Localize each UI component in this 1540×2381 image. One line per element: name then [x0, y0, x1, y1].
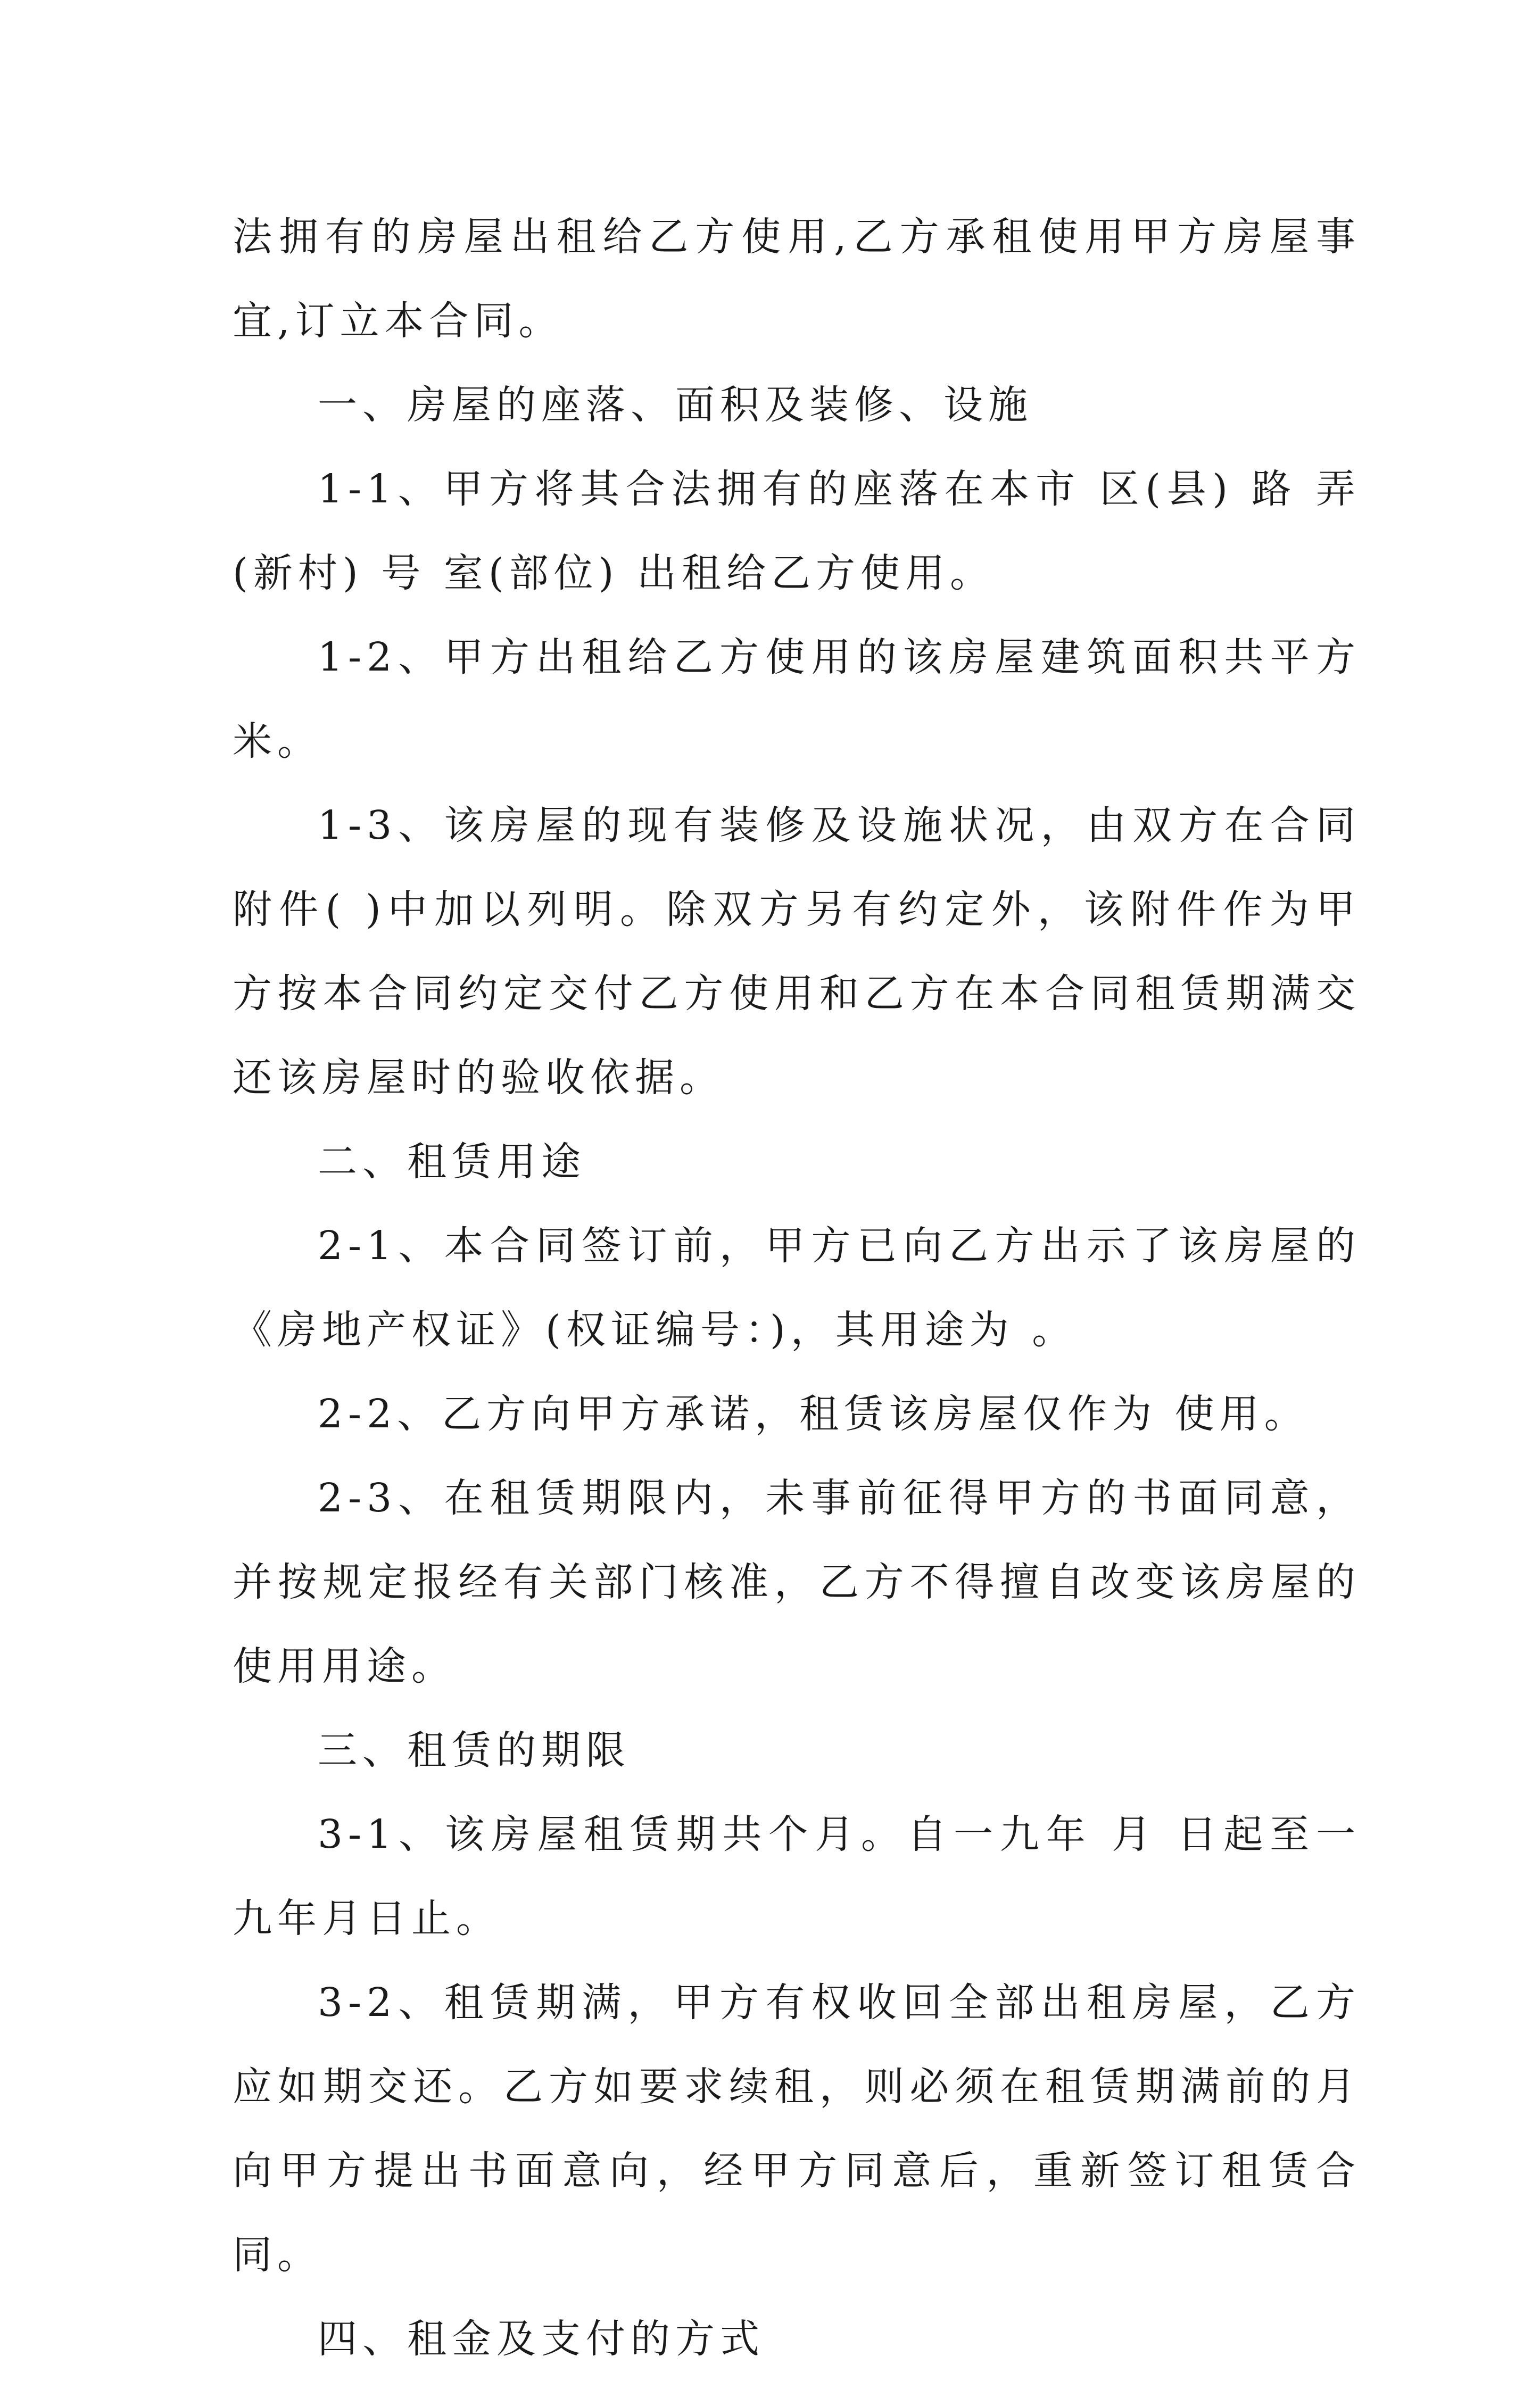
clause-1-1: 1-1、甲方将其合法拥有的座落在本市 区(县) 路 弄(新村) 号 室(部位) 出租给乙方使用。 [233, 466, 1361, 596]
section-heading-4: 四、租金及支付的方式 [318, 2316, 765, 2362]
section-heading-3: 三、租赁的期限 [318, 1727, 631, 1773]
contract-body [233, 195, 1361, 2381]
section-heading-2: 二、租赁用途 [318, 1139, 586, 1185]
clause-2-2: 2-2、乙方向甲方承诺，租赁该房屋仅作为 使用。 [318, 1391, 1309, 1437]
section-heading-1: 一、房屋的座落、面积及装修、设施 [318, 382, 1033, 428]
paragraph-continuation: 法拥有的房屋出租给乙方使用,乙方承租使用甲方房屋事宜,订立本合同。 [233, 214, 1361, 344]
clause-1-3: 1-3、该房屋的现有装修及设施状况，由双方在合同附件( )中加以列明。除双方另有约定外，该附件作为甲方按本合同约定交付乙方使用和乙方在本合同租赁期满交还该房屋时的验收依据。 [233, 803, 1361, 1101]
clause-3-2: 3-2、租赁期满，甲方有权收回全部出租房屋，乙方应如期交还。乙方如要求续租，则必须在租赁期满前的月向甲方提出书面意向，经甲方同意后，重新签订租赁合同。 [233, 1980, 1361, 2278]
clause-3-1: 3-1、该房屋租赁期共个月。自一九年 月 日起至一九年月日止。 [233, 1812, 1361, 1941]
clause-2-1: 2-1、本合同签订前，甲方已向乙方出示了该房屋的《房地产权证》(权证编号：)，其用途为 。 [233, 1223, 1361, 1353]
clause-2-3: 2-3、在租赁期限内，未事前征得甲方的书面同意，并按规定报经有关部门核准，乙方不得擅自改变该房屋的使用用途。 [233, 1475, 1361, 1689]
clause-1-2: 1-2、甲方出租给乙方使用的该房屋建筑面积共平方米。 [233, 634, 1361, 764]
